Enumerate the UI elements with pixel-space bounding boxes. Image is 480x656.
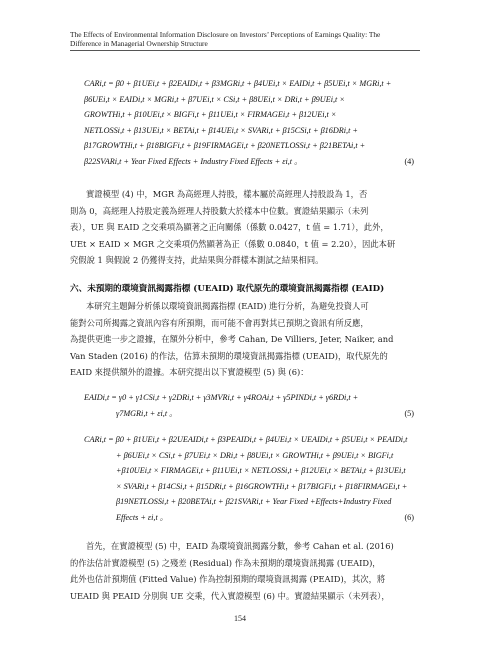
equation-5-line bbox=[84, 406, 414, 422]
equation-6-line: β19NETLOSSi,t + β20BETAi,t + β21SVARi,t + Year Fixed +Effects+Industry Fixed bbox=[116, 497, 392, 507]
equation-6-line: +β10UEi,t × FIRMAGEi,t + β11UEi,t × NETLOSSi,t + β12UEi,t × BETAi,t + β13UEi,t bbox=[116, 466, 406, 476]
paragraph-line: 本研究主題歸分析係以環境資訊揭露指標 (EAID) 進行分析，為避免投資人可 bbox=[86, 301, 369, 311]
equation-6-line: × SVARi,t + β14CSi,t + β15DRi,t + β16GROWTHi,t + β17BIGFi,t + β18FIRMAGEi,t + bbox=[116, 481, 408, 491]
equation-4-line: β17GROWTHi,t + β18BIGFi,t + β19FIRMAGEi,t + β20NETLOSSi,t + β21BETAi,t + bbox=[84, 141, 366, 151]
equation-6-number: (6) bbox=[404, 512, 414, 522]
equation-5-line: EAIDi,t = γ0 + γ1CSi,t + γ2DRi,t + γ3MVRi,t + γ4ROAi,t + γ5PINDi,t + γ6RDi,t + bbox=[84, 393, 359, 402]
paragraph-line: 首先，在實證模型 (5) 中，EAID 為環境資訊揭露分數，參考 Cahan et al. (2016) bbox=[86, 541, 394, 551]
paragraph-mgr-results bbox=[70, 186, 420, 269]
header-rule bbox=[70, 50, 420, 51]
equation-4-number: (4) bbox=[404, 156, 414, 166]
paragraph-line: 表），UE 與 EAID 之交乘項為顯著之正向關係（係數 0.0427，t 值 = 1.71），此外， bbox=[70, 222, 389, 233]
equation-6-line: CARi,t = β0 + β1UEi,t + β2UEAIDi,t + β3PEAIDi,t + β4UEi,t × UEAIDi,t + β5UEi,t × PEAIDi,t bbox=[84, 435, 408, 444]
equation-5-last-line: γ7MGRi,t + εi,t 。 bbox=[116, 408, 178, 418]
equation-5-number: (5) bbox=[404, 408, 414, 418]
paragraph-line: 則為 0，高經理人持股定義為經理人持股數大於樣本中位數。實證結果顯示（未列 bbox=[70, 205, 369, 216]
equation-6-last-line: Effects + εi,t 。 bbox=[116, 512, 168, 522]
paragraph-line: 實證模型 (4) 中，MGR 為高經理人持股，樣本屬於高經理人持股設為 1，否 bbox=[86, 189, 368, 199]
equation-6 bbox=[84, 432, 414, 526]
paragraph-line: 為提供更進一步之證據，在額外分析中，參考 Cahan, De Villiers, Jeter, Naiker, and bbox=[70, 334, 394, 345]
equation-4-line: GROWTHi,t + β10UEi,t × BIGFi,t + β11UEi,t × FIRMAGEi,t + β12UEi,t × bbox=[84, 110, 337, 120]
running-head-line-1: The Effects of Environmental Information Disclosure on Investors’ Perceptions of Earnings Quality: The bbox=[70, 30, 381, 39]
page-number: 154 bbox=[234, 614, 246, 623]
paragraph-line: UEt × EAID × MGR 之交乘項仍然顯著為正（係數 0.0840，t 值 = 2.20），因此本研 bbox=[70, 238, 396, 249]
equation-6-line bbox=[84, 510, 414, 526]
paragraph-line: 能對公司所揭露之資訊內容有所預期，而可能不會再對其已預期之資訊有所反應， bbox=[70, 317, 369, 328]
paragraph-line: UEAID 與 PEAID 分別與 UE 交乘，代入實證模型 (6) 中。實證結果顯示（未列表）， bbox=[70, 590, 390, 601]
equation-4-line: CARi,t = β0 + β1UEi,t + β2EAIDi,t + β3MGRi,t + β4UEi,t × EAIDi,t + β5UEi,t × MGRi,t + bbox=[84, 79, 392, 88]
equation-4-line: NETLOSSi,t + β13UEi,t × BETAi,t + β14UEi,t × SVARi,t + β15CSi,t + β16DRi,t + bbox=[84, 125, 358, 135]
paragraph-ueaid-intro bbox=[70, 298, 420, 381]
paragraph-line: 此外也估計預期值 (Fitted Value) 作為控制預期的環境資訊揭露 (PEAID)，其次，將 bbox=[70, 574, 386, 585]
equation-4-last-line: β22SVARi,t + Year Fixed Effects + Industry Fixed Effects + εi,t 。 bbox=[84, 156, 303, 166]
section-heading: 六、未預期的環境資訊揭露指標 (UEAID) 取代原先的環境資訊揭露指標 (EAID) bbox=[70, 284, 385, 294]
running-head bbox=[70, 30, 420, 48]
paragraph-line: 的作法估計實證模型 (5) 之殘差 (Residual) 作為未預期的環境資訊揭露 (UEAID)， bbox=[70, 557, 381, 568]
paragraph-ueaid-method bbox=[70, 538, 420, 604]
equation-4-line bbox=[84, 154, 414, 170]
equation-6-line: + β6UEi,t × CSi,t + β7UEi,t × DRi,t + β8UEi,t × GROWTHi,t + β9UEi,t × BIGFi,t bbox=[116, 450, 394, 460]
equation-4-line: β6UEi,t × EAIDi,t × MGRi,t + β7UEi,t × CSi,t + β8UEi,t × DRi,t + β9UEi,t × bbox=[84, 94, 345, 104]
equation-4 bbox=[84, 76, 414, 170]
equation-5 bbox=[84, 390, 414, 421]
running-head-line-2: Difference in Managerial Ownership Structure bbox=[70, 39, 208, 48]
paragraph-line: EAID 來提供額外的證據。本研究提出以下實證模型 (5) 與 (6)： bbox=[70, 367, 309, 378]
paragraph-line: Van Staden (2016) 的作法，估算未預期的環境資訊揭露指標 (UEAID)，取代原先的 bbox=[70, 350, 388, 361]
paragraph-line: 究假說 1 與假說 2 仍獲得支持，此結果與分群樣本測試之結果相同。 bbox=[70, 255, 324, 266]
